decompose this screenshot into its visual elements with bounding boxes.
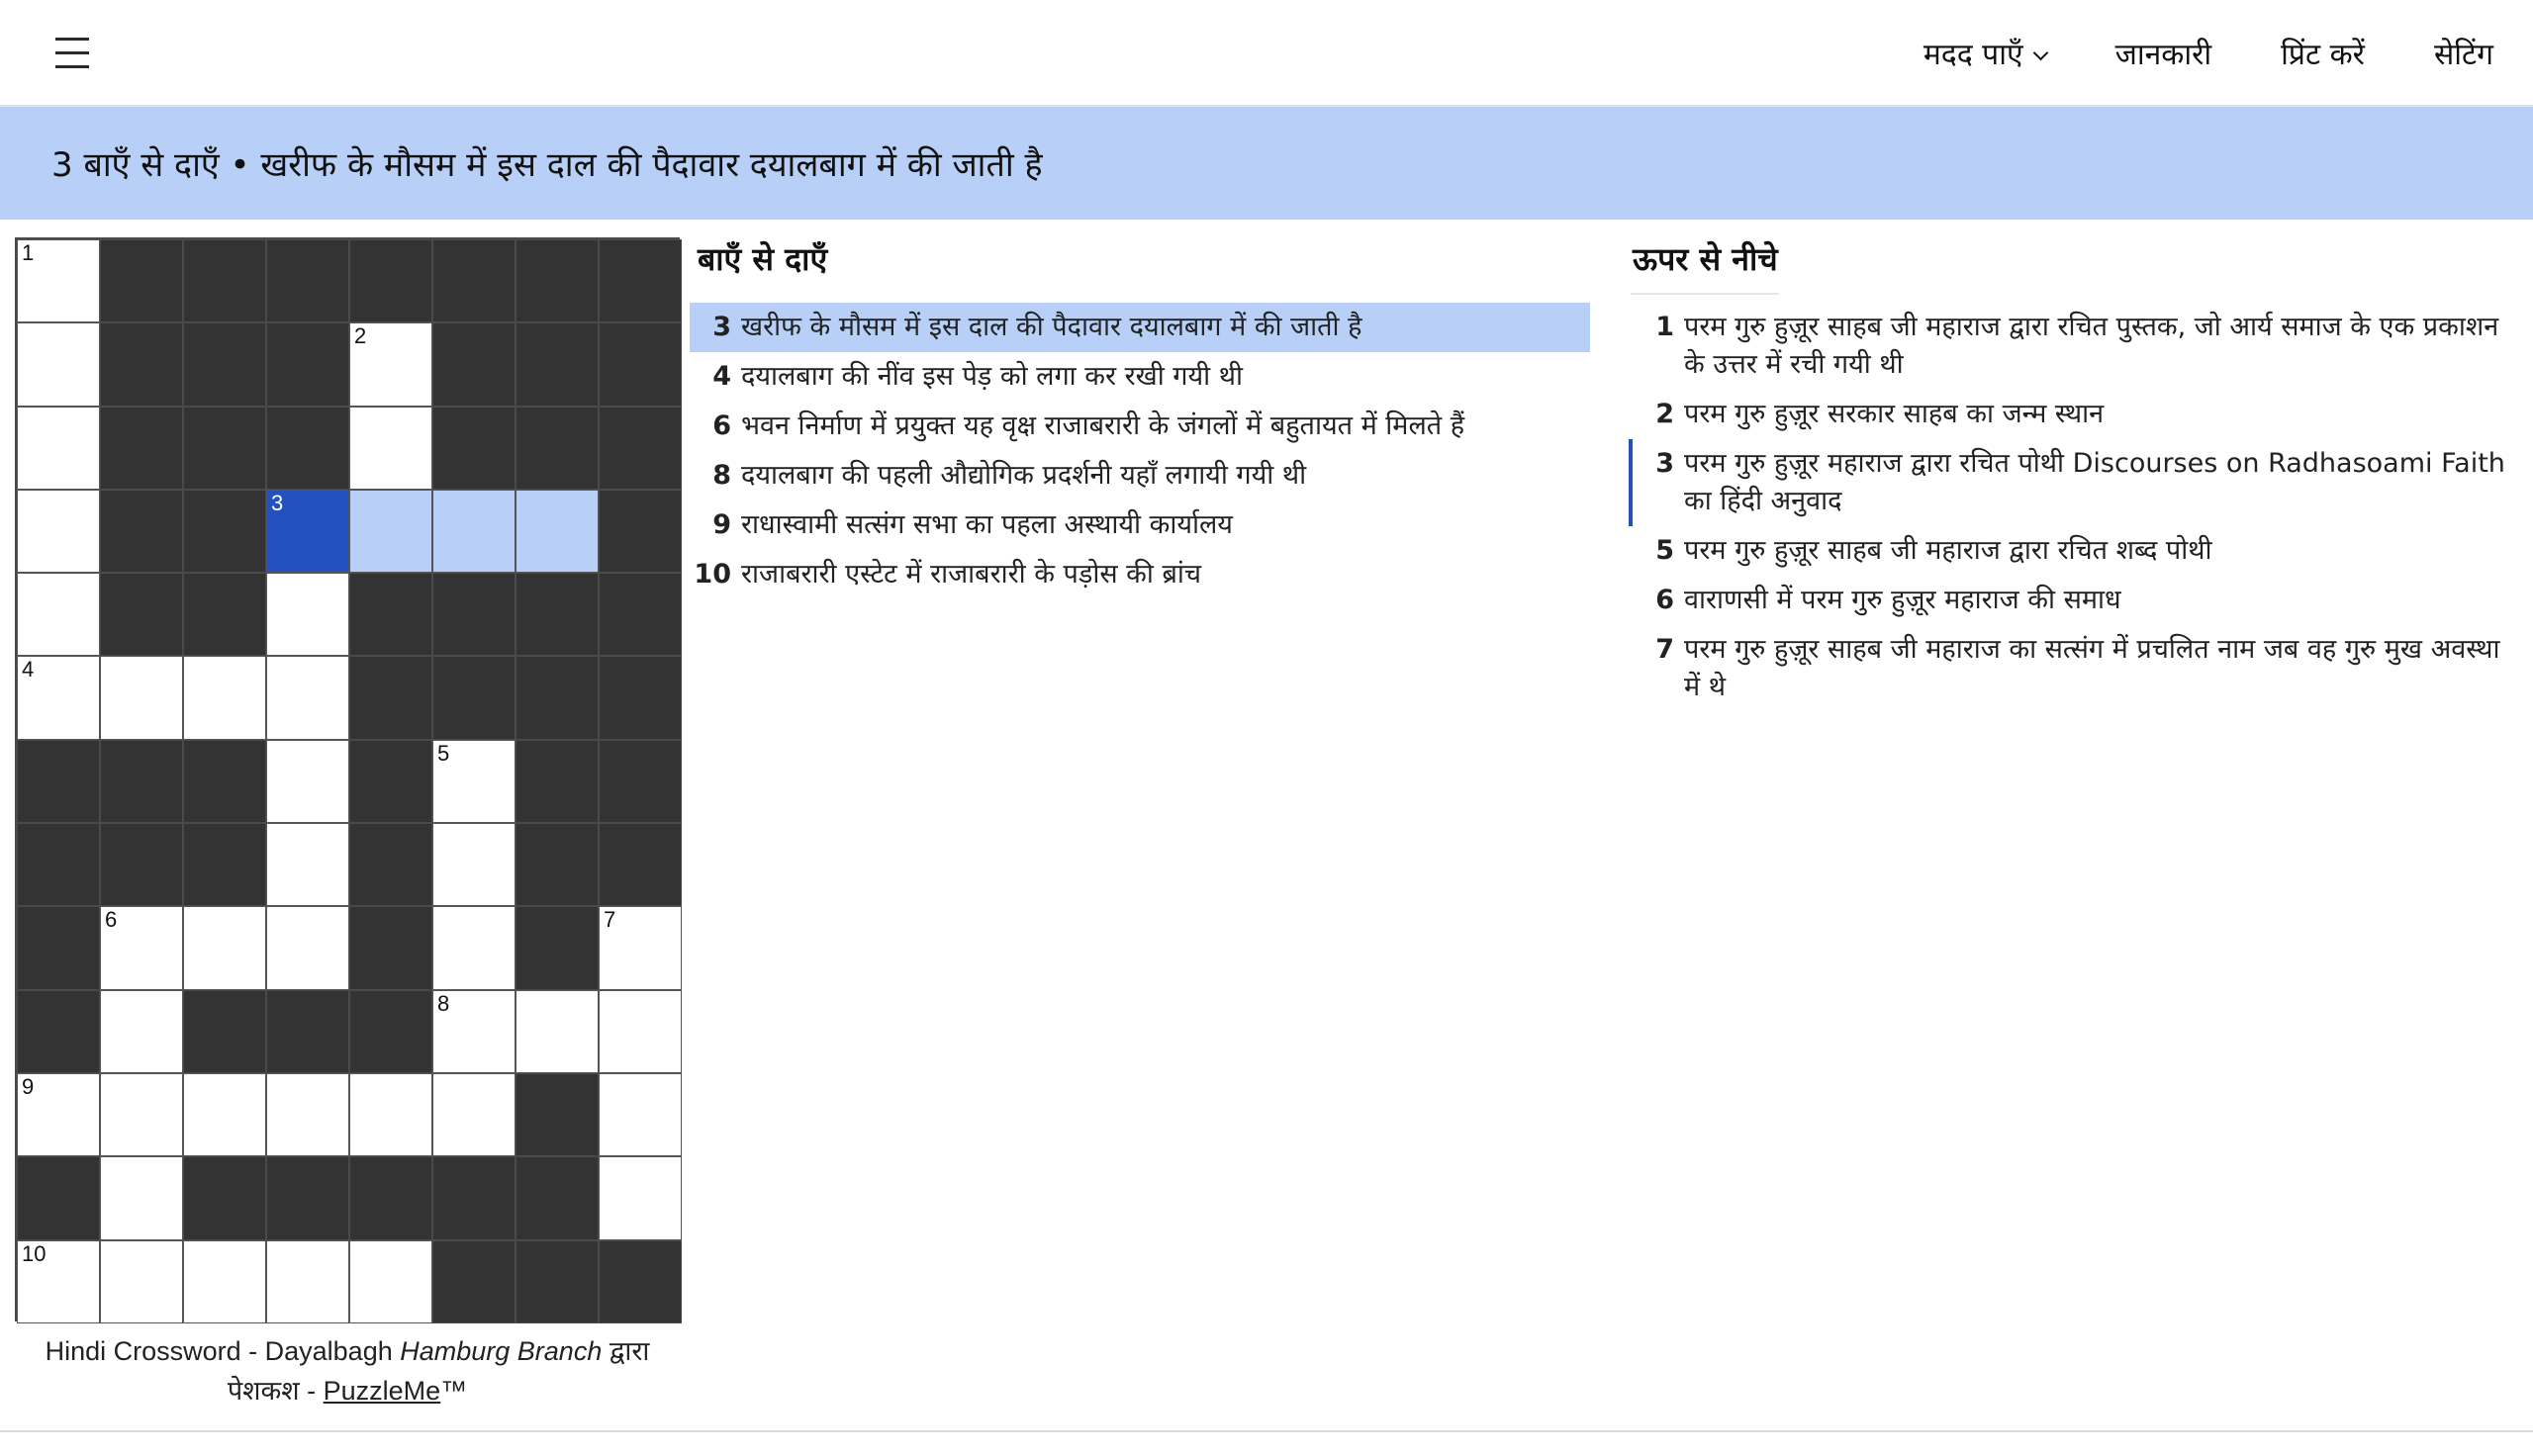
grid-cell-black [599, 490, 682, 573]
grid-cell[interactable] [100, 990, 183, 1073]
grid-cell-black [183, 407, 266, 490]
grid-cell[interactable] [17, 239, 100, 322]
grid-cell[interactable] [100, 1240, 183, 1323]
grid-cell[interactable] [432, 1073, 516, 1156]
down-clue-5[interactable] [1633, 526, 2523, 576]
grid-cell-black [183, 322, 266, 406]
grid-cell[interactable] [17, 1240, 100, 1323]
grid-cell-black [17, 823, 100, 906]
across-clue-4[interactable] [690, 352, 1590, 402]
grid-cell[interactable] [100, 1156, 183, 1239]
clue-number: 1 [1655, 312, 1674, 342]
grid-cell[interactable] [599, 1156, 682, 1239]
grid-cell[interactable] [516, 990, 599, 1073]
grid-cell-black [100, 322, 183, 406]
grid-cell-black [183, 490, 266, 573]
menu-icon[interactable] [44, 30, 93, 79]
clue-number: 3 [1655, 448, 1674, 479]
grid-cell[interactable] [183, 1240, 266, 1323]
grid-cell[interactable] [100, 906, 183, 989]
clue-text: परम गुरु हुज़ूर साहब जी महाराज द्वारा रचित पुस्तक, जो आर्य समाज के एक प्रकाशन के उत्तर में रची गयी थी [1684, 312, 2499, 380]
down-clue-6[interactable] [1633, 576, 2523, 625]
grid-cell-black [432, 239, 516, 322]
grid-cell-black [17, 740, 100, 823]
grid-cell-black [432, 656, 516, 739]
grid-cell[interactable] [183, 1073, 266, 1156]
top-nav [1854, 0, 2493, 105]
clue-text: खरीफ के मौसम में इस दाल की पैदावार दयालबाग में की जाती है [741, 312, 1362, 342]
grid-cell[interactable] [349, 1073, 432, 1156]
grid-cell[interactable] [266, 656, 349, 739]
clue-number: 5 [1655, 535, 1674, 566]
clue-number: 4 [712, 361, 731, 392]
down-clue-2[interactable] [1633, 390, 2523, 439]
grid-cell-black [100, 573, 183, 656]
grid-cell-black [100, 740, 183, 823]
across-title: बाएँ से दाएँ [698, 240, 828, 278]
grid-cell[interactable] [432, 990, 516, 1073]
grid-cell-black [516, 1156, 599, 1239]
grid-cell-black [183, 1156, 266, 1239]
grid-cell-black [100, 239, 183, 322]
across-clue-3[interactable] [690, 303, 1590, 352]
grid-cell-black [17, 1156, 100, 1239]
clue-number: 6 [1655, 585, 1674, 615]
clue-text: भवन निर्माण में प्रयुक्त यह वृक्ष राजाबरारी के जंगलों में बहुतायत में मिलते हैं [741, 410, 1465, 441]
clue-text: वाराणसी में परम गुरु हुज़ूर महाराज की समाध [1684, 585, 2121, 615]
grid-cell-black [432, 1156, 516, 1239]
grid-cell-highlighted[interactable] [432, 490, 516, 573]
help-menu-label: मदद पाएँ [1923, 37, 2023, 72]
grid-cell-black [17, 906, 100, 989]
credit-suffix: द्वारा [602, 1336, 650, 1366]
grid-cell-black [349, 906, 432, 989]
down-clue-3[interactable] [1629, 439, 2523, 526]
grid-cell-black [599, 407, 682, 490]
cell-number: 5 [437, 740, 450, 766]
chevron-down-icon [2032, 45, 2048, 60]
grid-cell-black [17, 990, 100, 1073]
grid-cell-black [516, 823, 599, 906]
grid-cell-selected[interactable] [266, 490, 349, 573]
grid-cell-black [183, 573, 266, 656]
cell-number: 3 [271, 490, 284, 515]
grid-cell-black [266, 990, 349, 1073]
current-clue-text: 3 बाएँ से दाएँ • खरीफ के मौसम में इस दाल की पैदावार दयालबाग में की जाती है [51, 145, 1043, 185]
grid-cell[interactable] [349, 322, 432, 406]
across-clue-9[interactable] [690, 500, 1590, 550]
cell-number: 2 [354, 323, 367, 349]
grid-cell[interactable] [599, 1073, 682, 1156]
cell-number: 1 [22, 240, 35, 265]
grid-cell-black [349, 823, 432, 906]
current-clue-banner [0, 107, 2533, 220]
grid-cell-black [516, 407, 599, 490]
grid-cell[interactable] [100, 656, 183, 739]
grid-cell-black [516, 1073, 599, 1156]
grid-cell[interactable] [432, 740, 516, 823]
cell-number: 9 [22, 1073, 35, 1099]
across-clue-10[interactable] [690, 550, 1590, 599]
settings-button[interactable]: सेटिंग [2433, 37, 2493, 72]
grid-cell-black [349, 1156, 432, 1239]
grid-cell[interactable] [100, 1073, 183, 1156]
cell-number: 4 [22, 657, 35, 682]
grid-cell[interactable] [266, 906, 349, 989]
grid-cell[interactable] [266, 1240, 349, 1323]
grid-cell-black [599, 322, 682, 406]
clue-number: 2 [1655, 399, 1674, 429]
grid-cell-black [100, 407, 183, 490]
grid-cell[interactable] [17, 407, 100, 490]
cell-number: 8 [437, 990, 450, 1016]
grid-cell-black [349, 239, 432, 322]
grid-cell-black [183, 239, 266, 322]
grid-cell-highlighted[interactable] [516, 490, 599, 573]
grid-cell-black [599, 656, 682, 739]
grid-cell-black [266, 322, 349, 406]
grid-cell[interactable] [266, 740, 349, 823]
grid-cell[interactable] [266, 573, 349, 656]
grid-cell-black [516, 239, 599, 322]
print-button[interactable]: प्रिंट करें [2281, 37, 2365, 72]
grid-cell[interactable] [266, 1073, 349, 1156]
grid-cell-black [266, 239, 349, 322]
grid-cell[interactable] [17, 322, 100, 406]
down-clue-list [1633, 303, 2523, 712]
grid-cell-black [516, 906, 599, 989]
grid-cell[interactable] [183, 656, 266, 739]
grid-cell-black [599, 573, 682, 656]
grid-cell[interactable] [266, 823, 349, 906]
grid-cell-black [100, 823, 183, 906]
grid-cell-black [432, 407, 516, 490]
grid-cell[interactable] [17, 573, 100, 656]
down-title-underline [1631, 293, 1779, 295]
grid-cell-black [183, 823, 266, 906]
grid-cell-black [516, 656, 599, 739]
top-bar [0, 0, 2533, 107]
across-clue-list [690, 303, 1590, 599]
cell-number: 6 [105, 907, 118, 933]
grid-cell[interactable] [17, 656, 100, 739]
grid-cell[interactable] [183, 906, 266, 989]
down-title: ऊपर से नीचे [1633, 240, 1778, 278]
grid-cell[interactable] [349, 407, 432, 490]
grid-cell-black [100, 490, 183, 573]
grid-cell-black [516, 740, 599, 823]
clue-text: परम गुरु हुज़ूर महाराज द्वारा रचित पोथी Discourses on Radhasoami Faith का हिंदी अनुवाद [1684, 448, 2505, 516]
grid-cell-black [516, 573, 599, 656]
grid-cell[interactable] [599, 990, 682, 1073]
grid-cell[interactable] [432, 906, 516, 989]
grid-cell-black [516, 1240, 599, 1323]
clue-text: दयालबाग की पहली औद्योगिक प्रदर्शनी यहाँ लगायी गयी थी [741, 460, 1307, 491]
grid-cell-black [266, 407, 349, 490]
trademark-symbol: ™ [440, 1376, 468, 1406]
cell-number: 10 [22, 1240, 47, 1266]
grid-cell-black [599, 740, 682, 823]
grid-cell-black [599, 239, 682, 322]
clue-number: 10 [694, 559, 731, 590]
grid-cell[interactable] [349, 1240, 432, 1323]
clue-text: दयालबाग की नींव इस पेड़ को लगा कर रखी गयी थी [741, 361, 1243, 392]
grid-cell[interactable] [17, 1073, 100, 1156]
crossword-grid [15, 237, 680, 1321]
grid-cell-black [266, 1156, 349, 1239]
cell-number: 7 [604, 907, 616, 933]
across-clue-8[interactable] [690, 451, 1590, 500]
clue-text: राधास्वामी सत्संग सभा का पहला अस्थायी कार्यालय [741, 509, 1233, 540]
grid-cell[interactable] [599, 906, 682, 989]
clue-text: परम गुरु हुज़ूर साहब जी महाराज द्वारा रचित शब्द पोथी [1684, 535, 2212, 566]
credit-prefix: Hindi Crossword - Dayalbagh [45, 1336, 401, 1366]
help-menu-button[interactable] [1923, 33, 2046, 73]
grid-cell[interactable] [17, 490, 100, 573]
credit-branch: Hamburg Branch [400, 1336, 603, 1366]
grid-cell-black [516, 322, 599, 406]
down-clue-1[interactable] [1633, 303, 2523, 390]
grid-cell-black [432, 573, 516, 656]
clue-number: 9 [712, 509, 731, 540]
grid-cell-black [349, 990, 432, 1073]
clue-number: 3 [712, 312, 731, 342]
info-button[interactable]: जानकारी [2114, 37, 2212, 72]
grid-cell-black [349, 656, 432, 739]
bottom-divider [0, 1430, 2533, 1432]
clue-text: परम गुरु हुज़ूर सरकार साहब का जन्म स्थान [1684, 399, 2105, 429]
grid-cell-black [349, 573, 432, 656]
clue-text: परम गुरु हुज़ूर साहब जी महाराज का सत्संग में प्रचलित नाम जब वह गुरु मुख अवस्था में थे [1684, 634, 2500, 702]
grid-cell-black [183, 990, 266, 1073]
down-clue-7[interactable] [1633, 625, 2523, 712]
grid-cell-black [432, 1240, 516, 1323]
grid-cell-highlighted[interactable] [349, 490, 432, 573]
clue-text: राजाबरारी एस्टेट में राजाबरारी के पड़ोस की ब्रांच [741, 559, 1202, 590]
grid-cell-black [599, 1240, 682, 1323]
credit-line2-prefix: पेशकश - [227, 1376, 324, 1406]
puzzle-credit [15, 1331, 680, 1410]
grid-cell-black [349, 740, 432, 823]
grid-cell-black [432, 322, 516, 406]
grid-cell-black [599, 823, 682, 906]
grid-cell[interactable] [432, 823, 516, 906]
clue-number: 6 [712, 410, 731, 441]
across-clue-6[interactable] [690, 402, 1590, 451]
clue-number: 8 [712, 460, 731, 491]
grid-cell-black [183, 740, 266, 823]
puzzleme-link[interactable]: PuzzleMe [323, 1376, 441, 1406]
clue-number: 7 [1655, 634, 1674, 665]
